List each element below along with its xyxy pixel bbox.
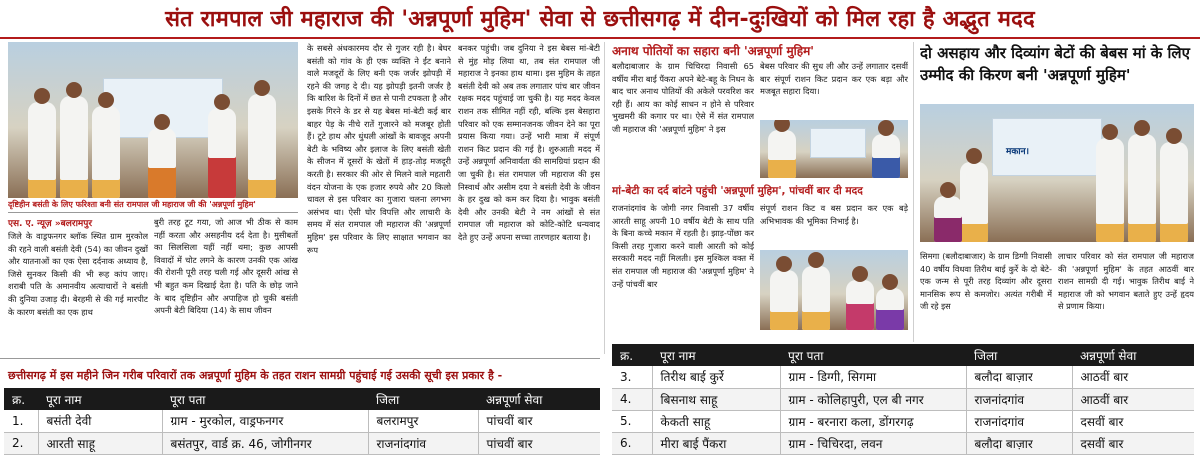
cell-service: पांचवीं बार	[478, 410, 600, 432]
cell-address: ग्राम - चिचिरदा, लवन	[780, 432, 966, 454]
story3-column-1: राजनांदगांव के जोगी नगर निवासी 37 वर्षीय आरती साहू अपनी 10 वर्षीय बेटी के साथ पति के बिना कच्चे मकान में रहती है। झाड़-पोंछा कर किसी तरह गुजारा करने वाली आरती को कोई सरकारी मदद नहीं मिलती। इस मुश्किल वक्त में संत रामपाल जी महाराज की 'अन्नपूर्णा मुहिम' ने उन्हें पांचवीं बार	[612, 203, 754, 289]
story1-column-1: जिले के वाड्रफनगर ब्लॉक स्थित ग्राम मुरकोल की रहने वाली बसंती देवी (54) का जीवन दुखों और यातनाओं का एक ऐसा दर्दनाक अध्याय है, जिसे सुनकर किसी की भी रूह कांप जाए। शराबी पति के अमानवीय अत्याचारों ने बसंती की दुनिया उजाड़ दी। बेरहमी से की गई मारपीट के कारण बसंती का एक हाथ	[8, 231, 148, 317]
volunteer-figure	[1160, 142, 1188, 242]
volunteer-figure	[1096, 138, 1124, 242]
cell-service: आठवीं बार	[1072, 388, 1194, 410]
cell-district: बलरामपुर	[368, 410, 478, 432]
cell-name: बसंती देवी	[38, 410, 162, 432]
story1-column-4: बनकर पहुंची। जब दुनिया ने इस बेबस मां-बेटी से मुंह मोड़ लिया था, तब संत रामपाल जी महाराज ने इनका हाथ थामा। इस मुहिम के तहत बसंती देवी को अब तक लगातार पांच बार जीवन रक्षक मदद पहुंचाई जा चुकी है। यह मदद केवल राशन तक सीमित नहीं रही, बल्कि इस बेसहारा परिवार को एक सम्मानजनक जीवन देने का पूरा प्रयास किया गया। उन्हें भारी मात्रा में संपूर्ण राशन किट प्रदान की गई है। शुरुआती मदद में उन्हें अन्नपूर्णा अनिवार्यता की सामग्रियां प्रदान की जा चुकी है। संत रामपाल जी महाराज की इस निस्वार्थ और असीम दया ने बसंती देवी के जीवन के हर दुख को कम कर दिया है। भावुक बसंती देवी और उनकी बेटी ने नम आंखों से संत रामपाल जी महाराज को कोटि-कोटि धन्यवाद देते हुए उन्हें अपना सच्चा तारणहार बताया है।	[458, 43, 600, 242]
col-header-service: अन्नपूर्णा सेवा	[1072, 344, 1194, 366]
cell-service: दसवीं बार	[1072, 410, 1194, 432]
cell-district: राजनांदगांव	[966, 388, 1072, 410]
column-divider	[913, 42, 914, 342]
beneficiary-figure	[208, 108, 236, 198]
story1-column-2: बुरी तरह टूट गया, जो आज भी ठीक से काम नहीं करता और असहनीय दर्द देता है। मुसीबतों का सिलसिला यहीं नहीं थमा; कुछ आपसी विवादों में चोट लगने के कारण उनकी एक आंख की रोशनी पूरी तरह चली गई और दूसरी आंख से भी बहुत कम दिखाई देता है। पति के छोड़ जाने के बाद दृष्टिहीन और अपाहिज हो चुकी बसंती अपनी बेटी बिदिया (14) के साथ जीवन	[154, 217, 298, 316]
cell-serial: 6.	[612, 432, 652, 454]
story2-column-1: बलौदाबाजार के ग्राम चिचिरदा निवासी 65 वर्षीय मीरा बाई पैंकरा अपने बेटे-बहू के निधन के बाद चार अनाथ पोतियों की अकेले परवरिश कर रही हैं। आय का कोई साधन न होने से परिवार भुखमरी की कगार पर था। ऐसे में संत रामपाल जी महाराज की 'अन्नपूर्णा मुहिम' ने इस	[612, 61, 754, 134]
cell-serial: 2.	[4, 432, 38, 454]
cell-serial: 4.	[612, 388, 652, 410]
col-header-serial: क्र.	[612, 344, 652, 366]
table-row	[612, 366, 1194, 388]
volunteer-figure	[802, 266, 830, 330]
table-row	[612, 388, 1194, 410]
volunteer-figure	[248, 94, 276, 198]
cell-serial: 3.	[612, 366, 652, 388]
cell-serial: 5.	[612, 410, 652, 432]
col-header-service: अन्नपूर्णा सेवा	[478, 388, 600, 410]
column-divider	[604, 42, 605, 354]
table-row	[4, 410, 600, 432]
cell-service: पांचवीं बार	[478, 432, 600, 454]
volunteer-figure	[768, 130, 796, 178]
list-intro: छत्तीसगढ़ में इस महीने जिन गरीब परिवारों तक अन्नपूर्णा मुहिम के तहत राशन सामग्री पहुंचाई गई उसकी सूची इस प्रकार है -	[8, 369, 503, 382]
cell-name: तिरीथ बाई कुर्रे	[652, 366, 780, 388]
cell-address: ग्राम - मुरकोल, वाड्रफनगर	[162, 410, 368, 432]
headline-rule	[0, 37, 1200, 39]
cell-name: मीरा बाई पैंकरा	[652, 432, 780, 454]
table-row	[612, 410, 1194, 432]
story2-photo	[760, 120, 908, 178]
cell-service: दसवीं बार	[1072, 432, 1194, 454]
cell-serial: 1.	[4, 410, 38, 432]
col-header-name: पूरा नाम	[38, 388, 162, 410]
cell-district: राजनांदगांव	[966, 410, 1072, 432]
story1-photo	[8, 42, 298, 198]
volunteer-figure	[28, 102, 56, 198]
beneficiary-table-right	[612, 344, 1194, 455]
col-header-address: पूरा पता	[162, 388, 368, 410]
cell-address: ग्राम - बरनारा कला, डोंगरगढ़	[780, 410, 966, 432]
cell-district: बलौदा बाज़ार	[966, 366, 1072, 388]
table-row	[612, 432, 1194, 454]
cell-name: केकती साहू	[652, 410, 780, 432]
story1-byline: एस. ए. न्यूज़ »बलरामपुर	[8, 219, 93, 229]
story3-heading: मां-बेटी का दर्द बांटने पहुंची 'अन्नपूर्णा मुहिम', पांचवीं बार दी मदद	[612, 185, 863, 197]
story4-photo	[920, 104, 1194, 242]
col-header-district: जिला	[368, 388, 478, 410]
beneficiary-figure	[934, 196, 962, 242]
story4-heading: दो असहाय और दिव्यांग बेटों की बेबस मां के लिए उम्मीद की किरण बनी 'अन्नपूर्णा मुहिम'	[920, 44, 1190, 84]
volunteer-figure	[1128, 134, 1156, 242]
col-header-address: पूरा पता	[780, 344, 966, 366]
caption-rule	[8, 212, 298, 213]
cell-address: बसंतपुर, वार्ड क्र. 46, जोगीनगर	[162, 432, 368, 454]
story3-photo	[760, 250, 908, 330]
story4-column-2: लाचार परिवार को संत रामपाल जी महाराज की 'अन्नपूर्णा मुहिम' के तहत आठवीं बार राशन सामग्री दी गई। भावुक तिरीथ बाई ने महाराज जी को भगवान बताते हुए उन्हें हृदय से प्रणाम किया।	[1058, 251, 1194, 312]
beneficiary-figure	[846, 280, 874, 330]
beneficiary-table-left	[4, 388, 600, 455]
cell-name: बिसनाथ साहू	[652, 388, 780, 410]
beneficiary-figure	[872, 134, 900, 178]
volunteer-figure	[770, 270, 798, 330]
story4-column-1: सिमगा (बलौदाबाजार) के ग्राम डिग्गी निवासी 40 वर्षीय विधवा तिरीथ बाई कुर्रे के दो बेटे- एक जन्म से पूरी तरह दिव्यांग और दूसरा मानसिक रूप से कमजोर। अत्यंत गरीबी में जी रहे इस	[920, 251, 1052, 312]
story1-column-3: के सबसे अंधकारमय दौर से गुजर रही है। बेघर बसंती को गांव के ही एक व्यक्ति ने ईंट बनाने वाले मजदूरों के लिए बनी एक जर्जर झोपड़ी में रहने की जगह दे दी। यह झोपड़ी इतनी जर्जर है कि बारिश के दिनों में छत से पानी टपकता है और इसके गिरने के डर से यह बेबस मां-बेटी कई बार बाहर पेड़ के नीचे रातें गुजारने को मजबूर होती हैं। टूटे हाथ और धुंधली आंखों के बावजूद अपनी बेटी के भविष्य और इलाज के लिए बसंती खेती के सीजन में दूसरों के खेतों में हाड़-तोड़ मजदूरी करती है। सरकार की ओर से मिलने वाले महतारी वंदन योजना के एक हजार रुपये और 20 किलो चावल से इस परिवार का गुजारा चलना लगभग असंभव था। ऐसी घोर विपत्ति और लाचारी के समय में संत रामपाल जी महाराज की 'अन्नपूर्णा मुहिम' इस परिवार के लिए साक्षात भगवान का रूप	[307, 43, 451, 255]
photo-banner	[810, 128, 866, 158]
cell-name: आरती साहू	[38, 432, 162, 454]
beneficiary-figure	[148, 128, 176, 198]
table-header-row	[612, 344, 1194, 366]
col-header-district: जिला	[966, 344, 1072, 366]
story1-photo-caption: दृष्टिहीन बसंती के लिए फरिश्ता बनी संत रामपाल जी महाराज जी की 'अन्नपूर्णा मुहिम'	[8, 199, 298, 211]
volunteer-figure	[92, 106, 120, 198]
cell-service: आठवीं बार	[1072, 366, 1194, 388]
table-row	[4, 432, 600, 454]
volunteer-figure	[960, 162, 988, 242]
col-header-name: पूरा नाम	[652, 344, 780, 366]
story3-column-2: संपूर्ण राशन किट व बस प्रदान कर एक बड़े अभिभावक की भूमिका निभाई है।	[760, 203, 908, 226]
list-rule	[0, 358, 600, 359]
cell-address: ग्राम - डिग्गी, सिगमा	[780, 366, 966, 388]
table-header-row	[4, 388, 600, 410]
cell-district: बलौदा बाज़ार	[966, 432, 1072, 454]
beneficiary-figure	[876, 288, 904, 330]
cell-address: ग्राम - कोलिहापुरी, एल बी नगर	[780, 388, 966, 410]
cell-district: राजनांदगांव	[368, 432, 478, 454]
col-header-serial: क्र.	[4, 388, 38, 410]
volunteer-figure	[60, 96, 88, 198]
page-headline: संत रामपाल जी महाराज की 'अन्नपूर्णा मुहिम' सेवा से छत्तीसगढ़ में दीन-दुःखियों को मिल रहा है अद्भुत मदद	[165, 7, 1035, 32]
story2-heading: अनाथ पोतियों का सहारा बनी 'अन्नपूर्णा मुहिम'	[612, 44, 814, 58]
photo-banner-text: मकान।	[1006, 147, 1030, 157]
story2-column-2: बेबस परिवार की सुध ली और उन्हें लगातार दसवीं बार संपूर्ण राशन किट प्रदान कर एक बड़ा और मजबूत सहारा दिया।	[760, 61, 908, 97]
